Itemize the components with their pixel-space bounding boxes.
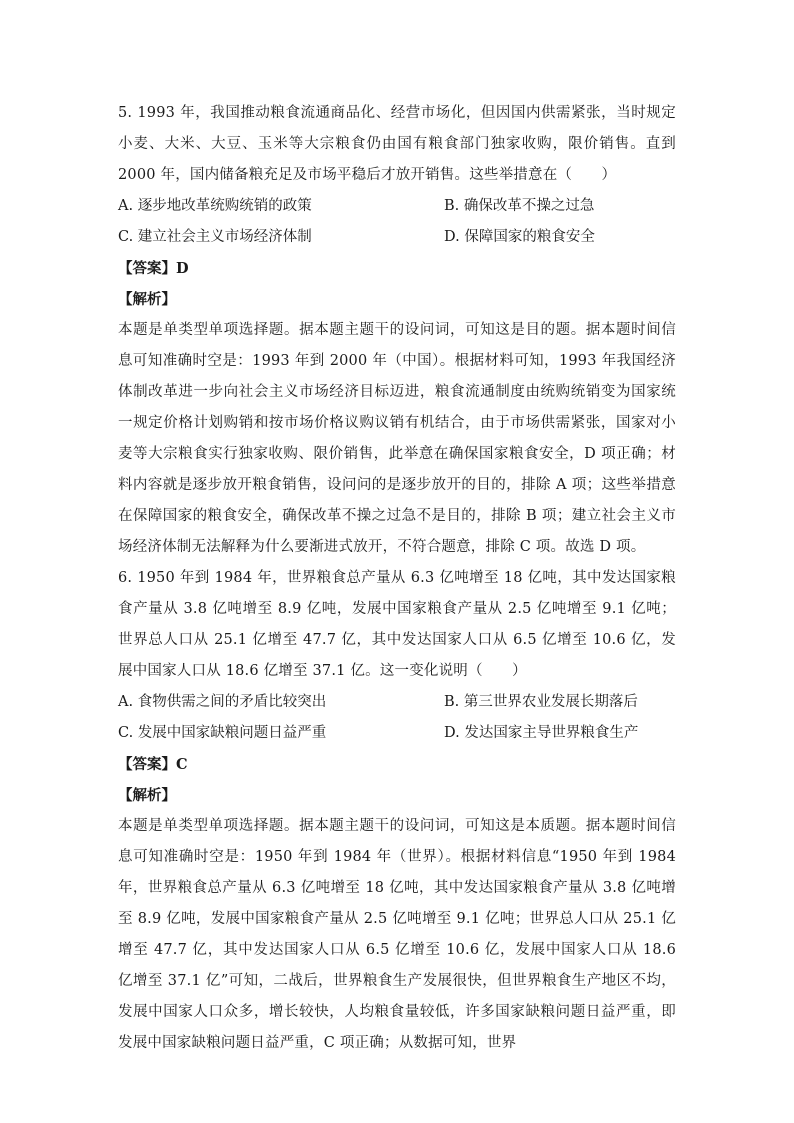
question-6 bbox=[118, 563, 676, 1059]
question-5-option-b: B. 确保改革不操之过急 bbox=[444, 198, 595, 214]
question-6-option-a: A. 食物供需之间的矛盾比较突出 bbox=[118, 694, 327, 710]
question-6-stem: 6. 1950 年到 1984 年，世界粮食总产量从 6.3 亿吨增至 18 亿吨，其中发达国家粮食产量从 3.8 亿吨增至 8.9 亿吨，发展中国家粮食产量从 2.5 亿吨增至 9.1 亿吨；世界总人口从 25.1 亿增至 47.7 亿，其中发达国家人口从 6.5 亿增至 10.6 亿，发展中国家人口从 18.6 亿增至 37.1 亿。这一变化说明（ ） bbox=[118, 570, 676, 679]
question-6-option-b: B. 第三世界农业发展长期落后 bbox=[444, 694, 638, 710]
question-5-analysis: 本题是单类型单项选择题。据本题主题干的设问词，可知这是目的题。据本题时间信息可知准确时空是：1993 年到 2000 年（中国）。根据材料可知，1993 年我国经济体制改革进一步向社会主义市场经济目标迈进，粮食流通制度由统购统销变为国家统一规定价格计划购销和按市场价格议购议销有机结合，由于市场供需紧张，国家对小麦等大宗粮食实行独家收购、限价销售，此举意在确保国家粮食安全，D 项正确；材料内容就是逐步放开粮食销售，设问问的是逐步放开的目的，排除 A 项；这些举措意在保障国家的粮食安全，确保改革不操之过急不是目的，排除 B 项；建立社会主义市场经济体制无法解释为什么要渐进式放开，不符合题意，排除 C 项。故选 D 项。 bbox=[118, 322, 676, 555]
document-page bbox=[118, 98, 676, 1059]
question-6-answer: 【答案】C bbox=[118, 756, 188, 773]
question-5 bbox=[118, 98, 676, 563]
question-5-option-a: A. 逐步地改革统购统销的政策 bbox=[118, 198, 312, 214]
question-6-option-d: D. 发达国家主导世界粮食生产 bbox=[444, 725, 639, 741]
question-6-analysis-label: 【解析】 bbox=[118, 787, 176, 804]
question-6-analysis: 本题是单类型单项选择题。据本题主题干的设问词，可知这是本质题。据本题时间信息可知准确时空是：1950 年到 1984 年（世界）。根据材料信息“1950 年到 1984 年，世界粮食总产量从 6.3 亿吨增至 18 亿吨，其中发达国家粮食产量从 3.8 亿吨增至 8.9 亿吨，发展中国家粮食产量从 2.5 亿吨增至 9.1 亿吨；世界总人口从 25.1 亿增至 47.7 亿，其中发达国家人口从 6.5 亿增至 10.6 亿，发展中国家人口从 18.6 亿增至 37.1 亿”可知，二战后，世界粮食生产发展很快，但世界粮食生产地区不均，发展中国家人口众多，增长较快，人均粮食量较低，许多国家缺粮问题日益严重，即发展中国家缺粮问题日益严重，C 项正确；从数据可知，世界 bbox=[118, 818, 676, 1051]
question-5-answer: 【答案】D bbox=[118, 260, 189, 277]
question-5-option-d: D. 保障国家的粮食安全 bbox=[444, 229, 595, 245]
question-5-option-c: C. 建立社会主义市场经济体制 bbox=[118, 229, 312, 245]
question-6-options bbox=[118, 687, 676, 749]
question-5-options bbox=[118, 191, 676, 253]
question-5-stem: 5. 1993 年，我国推动粮食流通商品化、经营市场化，但因国内供需紧张，当时规定小麦、大米、大豆、玉米等大宗粮食仍由国有粮食部门独家收购，限价销售。直到 2000 年，国内储备粮充足及市场平稳后才放开销售。这些举措意在（ ） bbox=[118, 105, 676, 183]
question-6-option-c: C. 发展中国家缺粮问题日益严重 bbox=[118, 725, 327, 741]
question-5-analysis-label: 【解析】 bbox=[118, 291, 176, 308]
